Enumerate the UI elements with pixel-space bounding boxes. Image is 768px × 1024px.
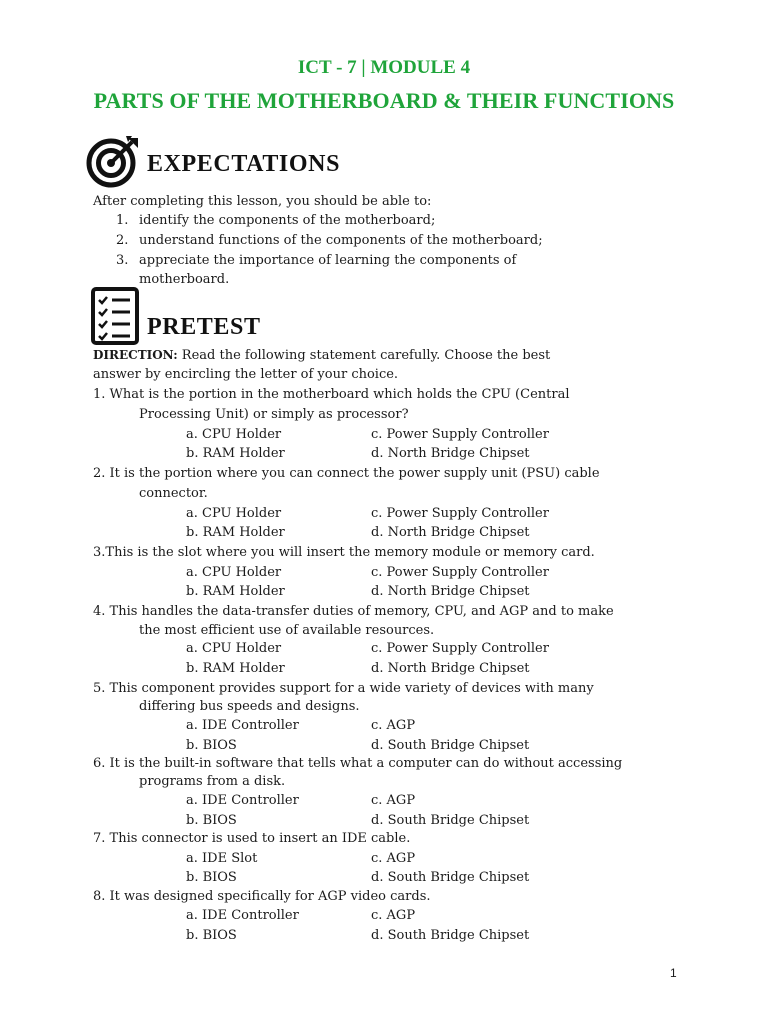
option-c[interactable]: c. AGP: [371, 908, 416, 923]
option-a[interactable]: a. CPU Holder: [186, 427, 282, 442]
question-text-continuation: differing bus speeds and designs.: [139, 699, 360, 714]
option-a[interactable]: a. CPU Holder: [186, 506, 282, 521]
page-title: PARTS OF THE MOTHERBOARD & THEIR FUNCTIONS: [93, 88, 675, 113]
option-b[interactable]: b. BIOS: [186, 928, 237, 943]
list-item-number: 2.: [116, 233, 129, 248]
option-d[interactable]: d. South Bridge Chipset: [371, 870, 530, 885]
direction-line: [93, 348, 550, 363]
option-c[interactable]: c. Power Supply Controller: [371, 506, 549, 521]
option-d[interactable]: d. North Bridge Chipset: [371, 584, 530, 599]
option-a[interactable]: a. CPU Holder: [186, 641, 282, 656]
question-text: 3.This is the slot where you will insert the memory module or memory card.: [93, 545, 595, 560]
option-c[interactable]: c. Power Supply Controller: [371, 565, 549, 580]
question-text: 1. What is the portion in the motherboard which holds the CPU (Central: [93, 387, 570, 402]
question-text: 2. It is the portion where you can connect the power supply unit (PSU) cable: [93, 466, 600, 481]
question-text-continuation: programs from a disk.: [139, 774, 286, 789]
option-d[interactable]: d. South Bridge Chipset: [371, 928, 530, 943]
option-a[interactable]: a. IDE Controller: [186, 718, 299, 733]
option-a[interactable]: a. IDE Controller: [186, 908, 299, 923]
option-d[interactable]: d. North Bridge Chipset: [371, 525, 530, 540]
expectations-heading: EXPECTATIONS: [147, 151, 341, 177]
option-b[interactable]: b. RAM Holder: [186, 584, 285, 599]
option-a[interactable]: a. CPU Holder: [186, 565, 282, 580]
direction-label: DIRECTION:: [93, 348, 178, 362]
question-text-continuation: connector.: [139, 486, 208, 501]
page-number: 1: [670, 966, 677, 980]
option-c[interactable]: c. AGP: [371, 793, 416, 808]
option-c[interactable]: c. Power Supply Controller: [371, 427, 549, 442]
list-item-number: 1.: [116, 213, 129, 228]
checklist-icon: [90, 286, 140, 346]
expectations-intro: After completing this lesson, you should be able to:: [93, 194, 432, 209]
direction-continuation: answer by encircling the letter of your choice.: [93, 367, 399, 382]
list-item-number: 3.: [116, 253, 129, 268]
option-c[interactable]: c. AGP: [371, 851, 416, 866]
course-module-header: ICT - 7 | MODULE 4: [297, 57, 471, 78]
question-text: 5. This component provides support for a wide variety of devices with many: [93, 681, 594, 696]
option-d[interactable]: d. North Bridge Chipset: [371, 446, 530, 461]
option-b[interactable]: b. RAM Holder: [186, 525, 285, 540]
list-item: appreciate the importance of learning the components of: [139, 253, 517, 268]
question-text: 4. This handles the data-transfer duties of memory, CPU, and AGP and to make: [93, 604, 614, 619]
question-text: 6. It is the built-in software that tells what a computer can do without accessing: [93, 756, 623, 771]
option-c[interactable]: c. Power Supply Controller: [371, 641, 549, 656]
option-b[interactable]: b. BIOS: [186, 870, 237, 885]
option-b[interactable]: b. RAM Holder: [186, 446, 285, 461]
option-a[interactable]: a. IDE Slot: [186, 851, 258, 866]
question-text-continuation: Processing Unit) or simply as processor?: [139, 407, 409, 422]
question-text: 8. It was designed specifically for AGP video cards.: [93, 889, 431, 904]
direction-text: Read the following statement carefully. Choose the best: [181, 348, 551, 363]
list-item: identify the components of the motherboard;: [139, 213, 436, 228]
option-a[interactable]: a. IDE Controller: [186, 793, 299, 808]
option-d[interactable]: d. South Bridge Chipset: [371, 738, 530, 753]
option-b[interactable]: b. BIOS: [186, 813, 237, 828]
option-b[interactable]: b. BIOS: [186, 738, 237, 753]
option-c[interactable]: c. AGP: [371, 718, 416, 733]
question-text-continuation: the most efficient use of available resources.: [139, 623, 435, 638]
list-item-continuation: motherboard.: [139, 272, 230, 287]
option-d[interactable]: d. North Bridge Chipset: [371, 661, 530, 676]
list-item: understand functions of the components of the motherboard;: [139, 233, 543, 248]
question-text: 7. This connector is used to insert an IDE cable.: [93, 831, 411, 846]
pretest-heading: PRETEST: [147, 314, 261, 340]
target-icon: [84, 134, 142, 190]
option-d[interactable]: d. South Bridge Chipset: [371, 813, 530, 828]
option-b[interactable]: b. RAM Holder: [186, 661, 285, 676]
